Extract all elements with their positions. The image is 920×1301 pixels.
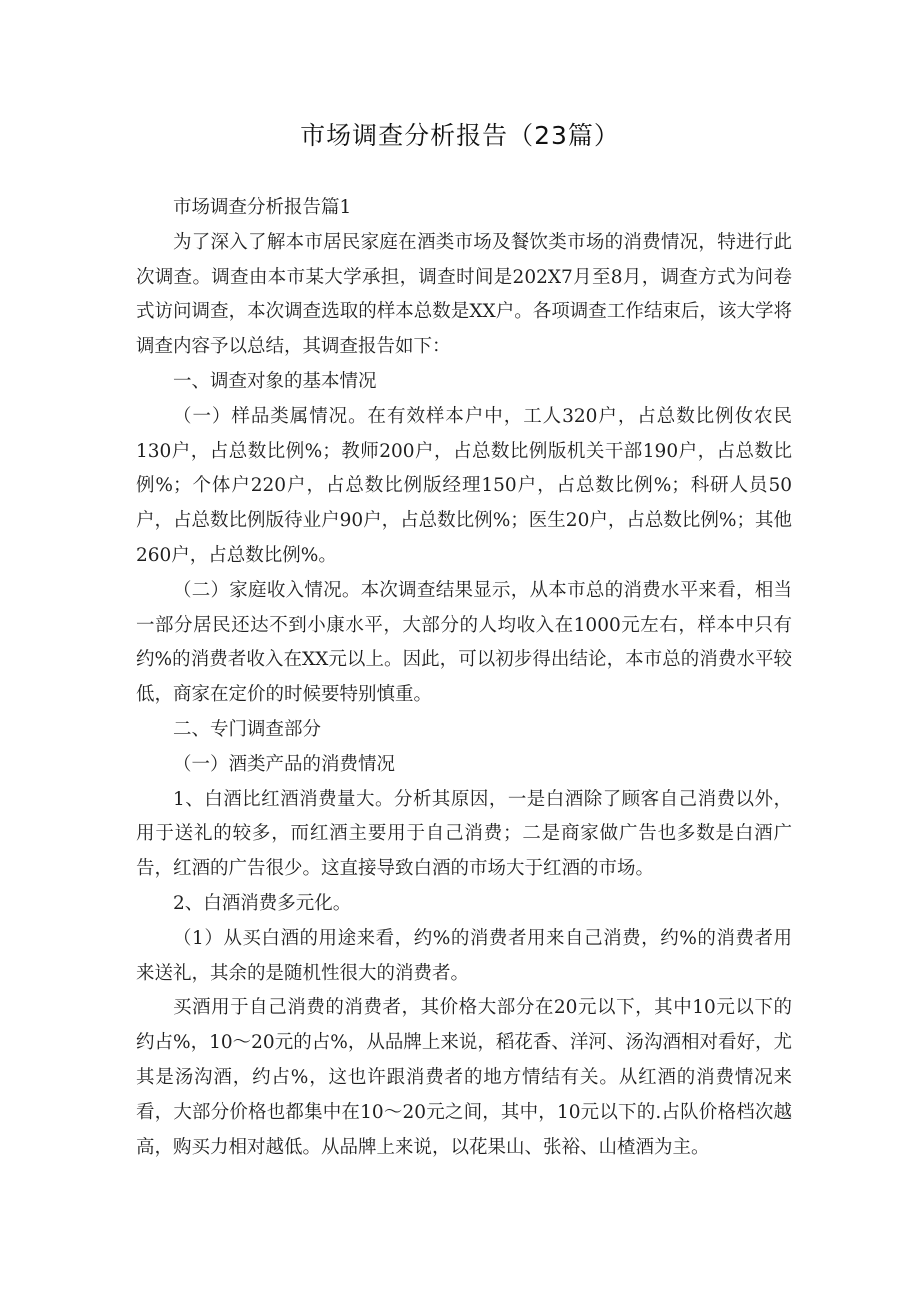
body-paragraph: （一）样品类属情况。在有效样本户中，工人320户，占总数比例㚢农民130户，占总数比例%；教师200户，占总数比例版机关干部190户，占总数比例%；个体户220户，占总数比例版经理150户，占总数比例%；科研人员50户，占总数比例版待业户90户，占总数比例%；医生20户，占总数比例%；其他260户，占总数比例%。 — [136, 405, 792, 566]
section-heading: 二、专门调查部分 — [173, 718, 322, 740]
subsection-heading: （一）酒类产品的消费情况 — [173, 753, 396, 775]
body-paragraph: 买酒用于自己消费的消费者，其价格大部分在20元以下，其中10元以下的约占%，10～20元的占%，从品牌上来说，稻花香、洋河、汤沟酒相对看好，尤其是汤沟酒，约占%，这也许跟消费者的地方情结有关。从红酒的消费情况来看，大部分价格也都集中在10～20元之间，其中，10元以下的.占队价格档次越高，购买力相对越低。从品牌上来说，以花果山、张裕、山楂酒为主。 — [136, 997, 792, 1158]
document-title: 市场调查分析报告（23篇） — [300, 121, 620, 150]
section-heading: 市场调查分析报告篇1 — [173, 197, 352, 218]
body-paragraph: 2、白酒消费多元化。 — [173, 892, 352, 914]
document-body — [136, 191, 792, 1165]
body-paragraph: （1）从买白酒的用途来看，约%的消费者用来自己消费，约%的消费者用来送礼，其余的是随机性很大的消费者。 — [136, 927, 792, 984]
body-paragraph: （二）家庭收入情况。本次调查结果显示，从本市总的消费水平来看，相当一部分居民还达不到小康水平，大部分的人均收入在1000元左右，样本中只有约%的消费者收入在XX元以上。因此，可以初步得出结论，本市总的消费水平较低，商家在定价的时候要特别慎重。 — [136, 579, 792, 706]
body-paragraph: 为了深入了解本市居民家庭在酒类市场及餐饮类市场的消费情况，特进行此次调查。调查由本市某大学承担，调查时间是202X7月至8月，调查方式为问卷式访问调查，本次调查选取的样本总数是XX户。各项调查工作结束后，该大学将调查内容予以总结，其调查报告如下： — [136, 231, 792, 358]
body-paragraph: 1、白酒比红酒消费量大。分析其原因，一是白酒除了顾客自己消费以外，用于送礼的较多，而红酒主要用于自己消费；二是商家做广告也多数是白酒广告，红酒的广告很少。这直接导致白酒的市场大于红酒的市场。 — [136, 788, 792, 880]
section-heading: 一、调查对象的基本情况 — [173, 370, 377, 392]
